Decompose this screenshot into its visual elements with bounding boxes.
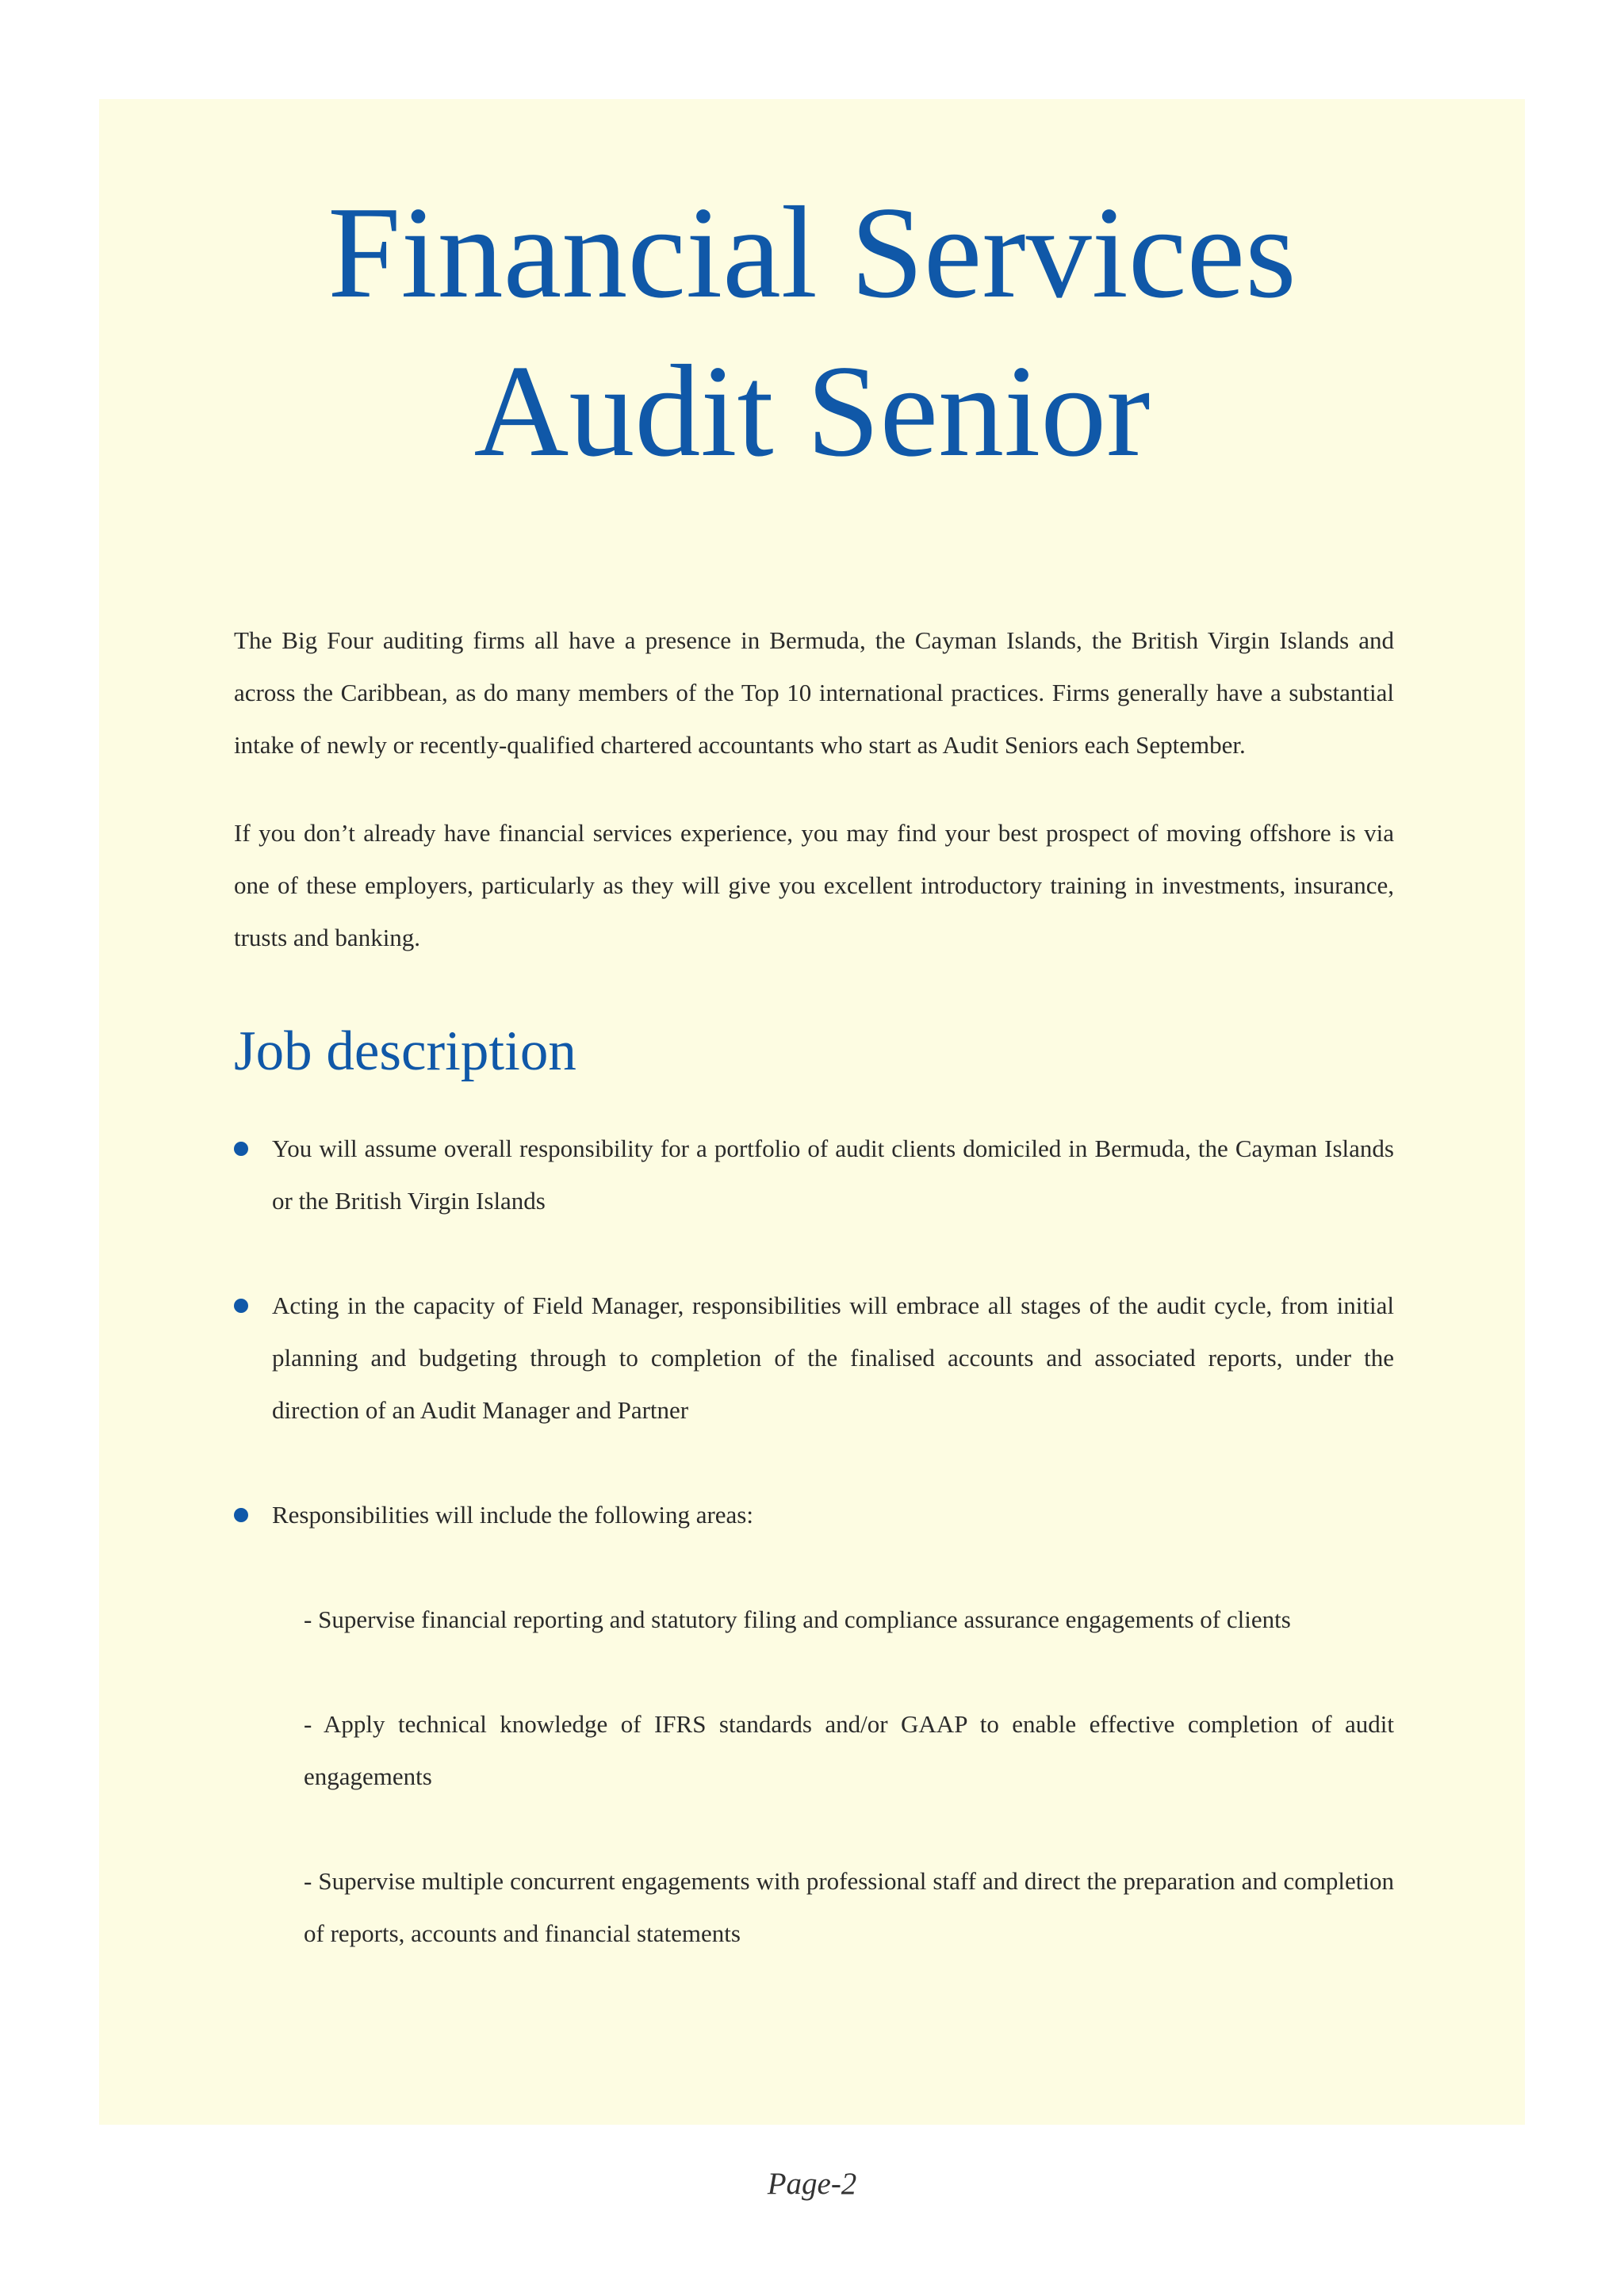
section-heading-job-description: Job description — [234, 1020, 576, 1082]
sub-item: - Supervise financial reporting and statutory filing and compliance assurance engagements of clients — [304, 1605, 1291, 1633]
bullet-dot-icon — [234, 1299, 248, 1313]
title-line-1: Financial Services — [327, 179, 1297, 325]
bullet-dot-icon — [234, 1508, 248, 1522]
page-number: Page-2 — [767, 2167, 857, 2201]
intro-paragraph-2: If you don’t already have financial services experience, you may find your best prospect of moving offshore is via one of these employers, particularly as they will give you excellent introductory training in investments, insurance, trusts and banking. — [234, 819, 1394, 951]
bullet-text: You will assume overall responsibility for a portfolio of audit clients domiciled in Bermuda, the Cayman Islands or the British Virgin Islands — [272, 1135, 1394, 1215]
list-item — [234, 1489, 1394, 1541]
title-line-2: Audit Senior — [473, 338, 1151, 484]
list-item — [234, 1280, 1394, 1437]
intro-paragraph-1: The Big Four auditing firms all have a presence in Bermuda, the Cayman Islands, the British Virgin Islands and across the Caribbean, as do many members of the Top 10 international practices. Firms generally have a substantial intake of newly or recently-qualified chartered accountants who start as Audit Seniors each September. — [234, 626, 1394, 759]
bullet-text: Responsibilities will include the following areas: — [272, 1501, 753, 1529]
document-body — [234, 614, 1394, 2012]
sub-item: - Supervise multiple concurrent engagements with professional staff and direct the preparation and completion of reports, accounts and financial statements — [304, 1867, 1394, 1947]
bullet-dot-icon — [234, 1142, 248, 1156]
sub-item: - Apply technical knowledge of IFRS standards and/or GAAP to enable effective completion of audit engagements — [304, 1710, 1394, 1790]
bullet-text: Acting in the capacity of Field Manager, responsibilities will embrace all stages of the audit cycle, from initial planning and budgeting through to completion of the finalised accounts and associated reports, under the direction of an Audit Manager and Partner — [272, 1292, 1394, 1424]
page-title — [0, 173, 1624, 490]
list-item — [234, 1123, 1394, 1227]
job-description-list — [234, 1123, 1394, 1541]
